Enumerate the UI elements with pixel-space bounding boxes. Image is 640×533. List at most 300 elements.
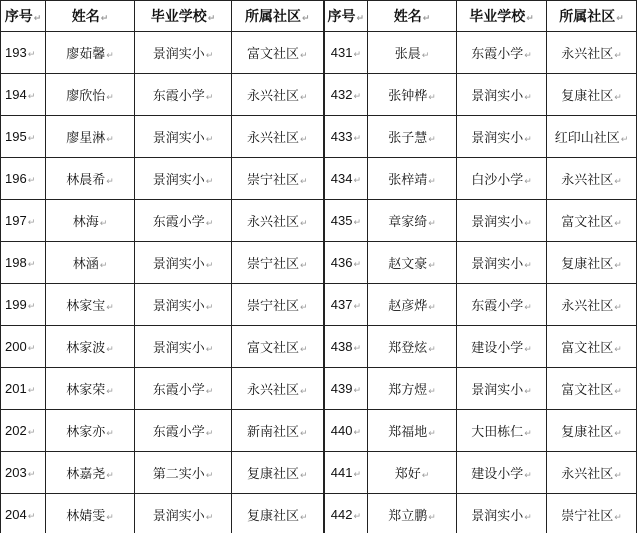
paragraph-mark: ↵ — [205, 51, 214, 61]
header-label: 毕业学校 — [469, 9, 526, 25]
header-row — [1, 1, 637, 32]
paragraph-mark: ↵ — [299, 261, 308, 271]
cell-text: 永兴社区 — [246, 383, 299, 398]
cell-community — [232, 200, 324, 242]
paragraph-mark: ↵ — [301, 14, 310, 24]
paragraph-mark: ↵ — [299, 93, 308, 103]
paragraph-mark: ↵ — [106, 429, 114, 439]
paragraph-mark: ↵ — [428, 177, 436, 187]
cell-graduated-school — [457, 452, 547, 494]
cell-text: 198 — [5, 255, 27, 270]
table-row — [1, 242, 637, 284]
cell-text: 林家荣 — [66, 383, 106, 398]
paragraph-mark: ↵ — [421, 51, 430, 61]
paragraph-mark: ↵ — [353, 344, 361, 354]
cell-text: 景润实小 — [471, 215, 524, 230]
cell-community — [547, 116, 637, 158]
paragraph-mark: ↵ — [205, 135, 214, 145]
cell-text: 崇宁社区 — [246, 173, 299, 188]
paragraph-mark: ↵ — [614, 93, 622, 103]
header-label: 姓名 — [393, 9, 422, 25]
cell-text: 东霞小学 — [152, 383, 205, 398]
paragraph-mark: ↵ — [205, 93, 214, 103]
table-row — [1, 32, 637, 74]
paragraph-mark: ↵ — [99, 261, 108, 271]
cell-community — [547, 158, 637, 200]
cell-graduated-school — [457, 32, 547, 74]
cell-graduated-school — [457, 368, 547, 410]
cell-serial-number — [324, 158, 368, 200]
cell-text: 林家波 — [66, 341, 106, 356]
cell-text: 433 — [330, 129, 353, 144]
paragraph-mark: ↵ — [299, 471, 308, 481]
cell-community — [232, 32, 324, 74]
cell-text: 景润实小 — [152, 131, 205, 146]
cell-graduated-school — [135, 326, 232, 368]
cell-text: 永兴社区 — [561, 173, 614, 188]
cell-text: 195 — [5, 129, 27, 144]
cell-graduated-school — [457, 74, 547, 116]
cell-student-name — [368, 410, 457, 452]
paragraph-mark: ↵ — [614, 513, 622, 523]
cell-community — [547, 284, 637, 326]
cell-text: 复康社区 — [246, 509, 299, 524]
paragraph-mark: ↵ — [428, 261, 436, 271]
cell-text: 景润实小 — [471, 509, 524, 524]
cell-student-name — [368, 32, 457, 74]
cell-text: 440 — [330, 423, 353, 438]
paragraph-mark: ↵ — [616, 14, 624, 24]
header-label: 毕业学校 — [150, 9, 207, 25]
table-row — [1, 326, 637, 368]
paragraph-mark: ↵ — [620, 135, 629, 145]
header-graduated-school — [135, 1, 232, 32]
paragraph-mark: ↵ — [106, 93, 114, 103]
paragraph-mark: ↵ — [299, 303, 308, 313]
paragraph-mark: ↵ — [428, 303, 436, 313]
paragraph-mark: ↵ — [614, 219, 622, 229]
paragraph-mark: ↵ — [27, 260, 36, 270]
paragraph-mark: ↵ — [27, 344, 36, 354]
cell-graduated-school — [135, 242, 232, 284]
cell-serial-number — [324, 452, 368, 494]
paragraph-mark: ↵ — [524, 345, 532, 355]
cell-student-name — [46, 494, 135, 533]
table-row — [1, 368, 637, 410]
paragraph-mark: ↵ — [205, 261, 214, 271]
cell-text: 白沙小学 — [471, 173, 524, 188]
paragraph-mark: ↵ — [353, 386, 361, 396]
cell-graduated-school — [457, 242, 547, 284]
paragraph-mark: ↵ — [353, 302, 361, 312]
cell-student-name — [46, 368, 135, 410]
cell-text: 景润实小 — [471, 131, 524, 146]
cell-community — [232, 326, 324, 368]
cell-serial-number — [1, 116, 46, 158]
paragraph-mark: ↵ — [27, 218, 36, 228]
paragraph-mark: ↵ — [614, 471, 622, 481]
cell-text: 东霞小学 — [152, 89, 205, 104]
cell-text: 432 — [330, 87, 353, 102]
cell-graduated-school — [135, 368, 232, 410]
cell-text: 景润实小 — [471, 257, 524, 272]
cell-text: 永兴社区 — [561, 299, 614, 314]
header-serial-number — [324, 1, 368, 32]
cell-text: 郑登炫 — [388, 341, 428, 356]
paragraph-mark: ↵ — [299, 387, 308, 397]
table-row — [1, 452, 637, 494]
cell-text: 景润实小 — [152, 299, 205, 314]
paragraph-mark: ↵ — [205, 513, 214, 523]
cell-student-name — [46, 158, 135, 200]
cell-student-name — [368, 74, 457, 116]
cell-community — [232, 158, 324, 200]
cell-graduated-school — [135, 158, 232, 200]
cell-community — [547, 410, 637, 452]
cell-text: 437 — [330, 297, 353, 312]
cell-text: 富文社区 — [246, 341, 299, 356]
header-label: 所属社区 — [244, 9, 301, 25]
cell-text: 章家绮 — [388, 215, 428, 230]
paragraph-mark: ↵ — [524, 93, 532, 103]
cell-text: 203 — [5, 465, 27, 480]
cell-graduated-school — [135, 200, 232, 242]
cell-text: 林家宝 — [66, 299, 106, 314]
paragraph-mark: ↵ — [299, 177, 308, 187]
header-student-name — [368, 1, 457, 32]
paragraph-mark: ↵ — [353, 470, 361, 480]
cell-text: 194 — [5, 87, 27, 102]
cell-student-name — [368, 284, 457, 326]
table-body — [1, 32, 637, 533]
paragraph-mark: ↵ — [27, 428, 36, 438]
cell-student-name — [368, 368, 457, 410]
cell-community — [547, 452, 637, 494]
paragraph-mark: ↵ — [299, 429, 308, 439]
cell-text: 景润实小 — [152, 47, 205, 62]
cell-serial-number — [1, 410, 46, 452]
cell-community — [547, 242, 637, 284]
cell-text: 复康社区 — [561, 425, 614, 440]
cell-text: 197 — [5, 213, 27, 228]
paragraph-mark: ↵ — [205, 219, 214, 229]
header-label: 序号 — [4, 9, 33, 25]
cell-text: 东霞小学 — [471, 47, 524, 62]
cell-text: 富文社区 — [246, 47, 299, 62]
cell-text: 富文社区 — [561, 383, 614, 398]
paragraph-mark: ↵ — [524, 51, 532, 61]
cell-text: 438 — [330, 339, 353, 354]
cell-text: 435 — [330, 213, 353, 228]
header-graduated-school — [457, 1, 547, 32]
cell-text: 景润实小 — [152, 509, 205, 524]
cell-text: 442 — [330, 507, 353, 522]
cell-text: 郑立鹏 — [388, 509, 428, 524]
paragraph-mark: ↵ — [299, 345, 308, 355]
paragraph-mark: ↵ — [205, 177, 214, 187]
paragraph-mark: ↵ — [356, 14, 365, 24]
cell-graduated-school — [457, 494, 547, 533]
cell-text: 复康社区 — [561, 89, 614, 104]
cell-text: 景润实小 — [471, 89, 524, 104]
cell-graduated-school — [135, 452, 232, 494]
paragraph-mark: ↵ — [27, 386, 36, 396]
paragraph-mark: ↵ — [27, 92, 36, 102]
cell-text: 廖欣怡 — [66, 89, 106, 104]
cell-text: 441 — [330, 465, 353, 480]
paragraph-mark: ↵ — [27, 302, 36, 312]
paragraph-mark: ↵ — [524, 471, 532, 481]
table-row — [1, 116, 637, 158]
paragraph-mark: ↵ — [524, 261, 532, 271]
header-label: 姓名 — [71, 9, 100, 25]
paragraph-mark: ↵ — [353, 218, 361, 228]
header-student-name — [46, 1, 135, 32]
cell-student-name — [368, 494, 457, 533]
cell-text: 崇宁社区 — [561, 509, 614, 524]
paragraph-mark: ↵ — [614, 177, 622, 187]
cell-student-name — [46, 116, 135, 158]
table-row — [1, 410, 637, 452]
header-label: 所属社区 — [559, 9, 616, 25]
paragraph-mark: ↵ — [353, 176, 361, 186]
paragraph-mark: ↵ — [614, 303, 622, 313]
paragraph-mark: ↵ — [526, 14, 534, 24]
cell-serial-number — [1, 242, 46, 284]
cell-text: 张晨 — [394, 47, 421, 62]
cell-student-name — [46, 74, 135, 116]
cell-graduated-school — [135, 74, 232, 116]
paragraph-mark: ↵ — [205, 345, 214, 355]
cell-text: 林家亦 — [66, 425, 106, 440]
cell-student-name — [46, 284, 135, 326]
cell-serial-number — [324, 368, 368, 410]
paragraph-mark: ↵ — [353, 428, 361, 438]
header-label: 序号 — [327, 9, 356, 25]
cell-serial-number — [1, 32, 46, 74]
cell-text: 郑方煜 — [388, 383, 428, 398]
cell-community — [547, 494, 637, 533]
paragraph-mark: ↵ — [205, 387, 214, 397]
cell-community — [232, 242, 324, 284]
paragraph-mark: ↵ — [205, 429, 214, 439]
cell-community — [547, 368, 637, 410]
cell-text: 景润实小 — [152, 257, 205, 272]
cell-serial-number — [1, 284, 46, 326]
cell-text: 红印山社区 — [554, 131, 620, 146]
paragraph-mark: ↵ — [100, 14, 109, 24]
cell-text: 439 — [330, 381, 353, 396]
cell-graduated-school — [135, 284, 232, 326]
cell-student-name — [368, 116, 457, 158]
cell-text: 建设小学 — [471, 341, 524, 356]
cell-text: 廖星淋 — [66, 131, 106, 146]
paragraph-mark: ↵ — [27, 50, 36, 60]
paragraph-mark: ↵ — [421, 471, 430, 481]
cell-serial-number — [324, 116, 368, 158]
cell-graduated-school — [457, 410, 547, 452]
cell-text: 东霞小学 — [152, 215, 205, 230]
cell-graduated-school — [135, 32, 232, 74]
cell-graduated-school — [457, 200, 547, 242]
paragraph-mark: ↵ — [614, 429, 622, 439]
cell-text: 201 — [5, 381, 27, 396]
cell-text: 崇宁社区 — [246, 299, 299, 314]
cell-text: 张梓靖 — [388, 173, 428, 188]
cell-text: 大田栋仁 — [471, 425, 524, 440]
cell-graduated-school — [135, 410, 232, 452]
paragraph-mark: ↵ — [524, 387, 532, 397]
paragraph-mark: ↵ — [27, 176, 36, 186]
cell-community — [232, 368, 324, 410]
paragraph-mark: ↵ — [524, 429, 532, 439]
cell-text: 永兴社区 — [561, 467, 614, 482]
cell-student-name — [368, 452, 457, 494]
cell-serial-number — [324, 200, 368, 242]
cell-community — [232, 74, 324, 116]
cell-text: 永兴社区 — [561, 47, 614, 62]
cell-text: 永兴社区 — [246, 215, 299, 230]
cell-serial-number — [1, 368, 46, 410]
paragraph-mark: ↵ — [524, 513, 532, 523]
cell-student-name — [46, 242, 135, 284]
paragraph-mark: ↵ — [524, 303, 532, 313]
cell-text: 永兴社区 — [246, 131, 299, 146]
cell-text: 434 — [330, 171, 353, 186]
cell-student-name — [46, 452, 135, 494]
cell-text: 193 — [5, 45, 27, 60]
paragraph-mark: ↵ — [106, 387, 114, 397]
cell-graduated-school — [135, 494, 232, 533]
cell-text: 林海 — [72, 215, 99, 230]
paragraph-mark: ↵ — [106, 51, 114, 61]
cell-text: 景润实小 — [152, 173, 205, 188]
paragraph-mark: ↵ — [428, 345, 436, 355]
cell-text: 林嘉尧 — [66, 467, 106, 482]
cell-text: 新南社区 — [246, 425, 299, 440]
cell-student-name — [46, 32, 135, 74]
cell-community — [232, 494, 324, 533]
cell-student-name — [368, 242, 457, 284]
paragraph-mark: ↵ — [299, 219, 308, 229]
cell-community — [232, 284, 324, 326]
paragraph-mark: ↵ — [106, 513, 114, 523]
paragraph-mark: ↵ — [353, 134, 361, 144]
cell-text: 200 — [5, 339, 27, 354]
paragraph-mark: ↵ — [428, 429, 436, 439]
cell-text: 张钟桦 — [388, 89, 428, 104]
paragraph-mark: ↵ — [205, 303, 214, 313]
paragraph-mark: ↵ — [614, 387, 622, 397]
cell-serial-number — [1, 494, 46, 533]
paragraph-mark: ↵ — [106, 303, 114, 313]
cell-student-name — [46, 326, 135, 368]
paragraph-mark: ↵ — [27, 512, 36, 522]
paragraph-mark: ↵ — [428, 387, 436, 397]
cell-text: 赵彦烨 — [388, 299, 428, 314]
cell-community — [232, 410, 324, 452]
cell-graduated-school — [135, 116, 232, 158]
paragraph-mark: ↵ — [524, 135, 532, 145]
cell-serial-number — [1, 200, 46, 242]
cell-serial-number — [1, 326, 46, 368]
cell-text: 436 — [330, 255, 353, 270]
table-row — [1, 74, 637, 116]
cell-community — [547, 32, 637, 74]
cell-serial-number — [1, 452, 46, 494]
paragraph-mark: ↵ — [353, 50, 361, 60]
paragraph-mark: ↵ — [106, 135, 114, 145]
cell-text: 202 — [5, 423, 27, 438]
header-community — [547, 1, 637, 32]
cell-text: 东霞小学 — [152, 425, 205, 440]
paragraph-mark: ↵ — [99, 219, 108, 229]
cell-text: 廖茹馨 — [66, 47, 106, 62]
cell-student-name — [368, 326, 457, 368]
cell-community — [232, 116, 324, 158]
cell-graduated-school — [457, 158, 547, 200]
cell-graduated-school — [457, 284, 547, 326]
cell-text: 第二实小 — [152, 467, 205, 482]
cell-community — [232, 452, 324, 494]
cell-text: 郑福地 — [388, 425, 428, 440]
cell-student-name — [368, 200, 457, 242]
cell-graduated-school — [457, 326, 547, 368]
cell-serial-number — [324, 410, 368, 452]
table-row — [1, 494, 637, 533]
cell-community — [547, 200, 637, 242]
cell-serial-number — [324, 284, 368, 326]
paragraph-mark: ↵ — [299, 135, 308, 145]
cell-student-name — [368, 158, 457, 200]
paragraph-mark: ↵ — [299, 513, 308, 523]
paragraph-mark: ↵ — [524, 219, 532, 229]
paragraph-mark: ↵ — [422, 14, 431, 24]
cell-text: 富文社区 — [561, 215, 614, 230]
cell-text: 崇宁社区 — [246, 257, 299, 272]
paragraph-mark: ↵ — [353, 512, 361, 522]
cell-text: 431 — [330, 45, 353, 60]
paragraph-mark: ↵ — [106, 177, 114, 187]
cell-text: 林晨希 — [66, 173, 106, 188]
paragraph-mark: ↵ — [106, 471, 114, 481]
paragraph-mark: ↵ — [106, 345, 114, 355]
cell-serial-number — [324, 32, 368, 74]
paragraph-mark: ↵ — [428, 513, 436, 523]
paragraph-mark: ↵ — [27, 470, 36, 480]
cell-serial-number — [324, 242, 368, 284]
cell-text: 204 — [5, 507, 27, 522]
cell-text: 郑好 — [394, 467, 421, 482]
paragraph-mark: ↵ — [353, 260, 361, 270]
cell-text: 复康社区 — [246, 467, 299, 482]
paragraph-mark: ↵ — [428, 135, 436, 145]
cell-text: 林涵 — [72, 257, 99, 272]
cell-graduated-school — [457, 116, 547, 158]
table-row — [1, 158, 637, 200]
cell-text: 富文社区 — [561, 341, 614, 356]
paragraph-mark: ↵ — [33, 14, 42, 24]
table-row — [1, 284, 637, 326]
cell-text: 景润实小 — [152, 341, 205, 356]
paragraph-mark: ↵ — [524, 177, 532, 187]
cell-text: 林婧雯 — [66, 509, 106, 524]
paragraph-mark: ↵ — [428, 93, 436, 103]
cell-community — [547, 326, 637, 368]
cell-student-name — [46, 410, 135, 452]
header-community — [232, 1, 324, 32]
cell-serial-number — [324, 326, 368, 368]
